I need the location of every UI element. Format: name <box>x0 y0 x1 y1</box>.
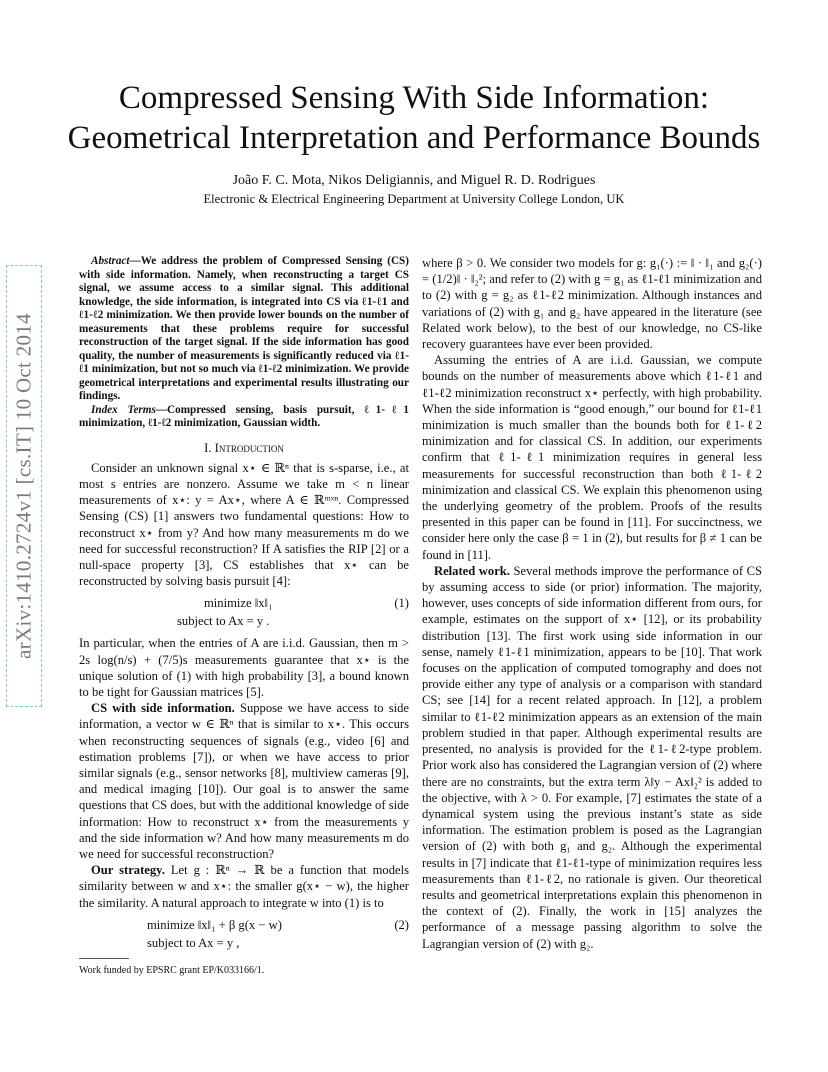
left-column <box>79 255 409 957</box>
arxiv-stamp-text: arXiv:1410.2724v1 [cs.IT] 10 Oct 2014 <box>11 313 36 659</box>
title-line-2: Geometrical Interpretation and Performance Bounds <box>67 120 761 156</box>
title-line-1: Compressed Sensing With Side Information: <box>118 80 710 116</box>
index-terms <box>79 404 409 431</box>
related-work-lead: Related work. <box>434 563 510 578</box>
paper-title <box>0 78 828 158</box>
equation-1-line-2: subject to Ax = y . <box>177 614 270 629</box>
equation-2-line-2: subject to Ax = y , <box>147 935 240 950</box>
right-column <box>422 255 762 952</box>
equation-2 <box>79 915 409 953</box>
right-paragraph-1: where β > 0. We consider two models for g: g₁(·) := ‖ · ‖₁ and g₂(·) = (1/2)‖ · ‖₂²; and refer to (2) with g = g₁ as ℓ1-ℓ1 minimization and to (2) with g = g₂ as ℓ1-ℓ2 minimization. Although instances and variations of (2) with g₁ and g₂ have appeared in the literature (see Related work below), to the best of our knowledge, no CS-like recovery guarantees have ever been provided. <box>422 256 762 352</box>
strategy-lead: Our strategy. <box>91 863 165 878</box>
affiliation: Electronic & Electrical Engineering Department at University College London, UK <box>203 192 625 206</box>
arxiv-stamp <box>6 265 42 707</box>
section-title: I. Introduction <box>204 440 284 455</box>
footnote-rule <box>79 958 129 959</box>
strategy-text: Let g : ℝⁿ → ℝ be a function that models similarity between w and x⋆: the smaller g(x⋆ − w), the higher the similarity. A natural approach to integrate w into (1) is to <box>79 863 409 910</box>
footnote: Work funded by EPSRC grant EP/K033166/1. <box>79 965 265 976</box>
related-work-paragraph <box>422 563 762 952</box>
cs-side-info-text: Suppose we have access to side information, a vector w ∈ ℝⁿ that is similar to x⋆. This occurs when reconstructing sequences of signals (e.g., video [6] and estimation problems [7]), or when we have access to prior similar signals (e.g., sensor networks [8], multiview cameras [9], and medical imaging [10]). Our goal is to answer the same questions that CS does, but with the additional knowledge of side information: How to reconstruct x⋆ from the measurements y and the side information w? And how many measurements m do we need for successful reconstruction? <box>79 701 410 861</box>
equation-1-line-1: minimize ‖x‖₁ <box>204 596 273 611</box>
intro-paragraph-1: Consider an unknown signal x⋆ ∈ ℝⁿ that is s-sparse, i.e., at most s entries are nonzero. Assume we take m < n linear measurements of x⋆: y = Ax⋆, where A ∈ ℝᵐˣⁿ. Compressed Sensing (CS) [1] answers two fundamental questions: How to reconstruct x⋆ from y? And how many measurements m do we need for successful reconstruction? If A satisfies the RIP [2] or a null-space property [3], CS establishes that x⋆ can be reconstructed by solving basis pursuit [4]: <box>79 460 409 589</box>
abstract-lead: Abstract <box>91 255 130 267</box>
abstract-text: —We address the problem of Compressed Sensing (CS) with side information. Namely, when reconstructing a target CS signal, we assume access to a similar signal. This additional knowledge, the side information, is integrated into CS via ℓ1-ℓ1 and ℓ1-ℓ2 minimization. We then provide lower bounds on the number of measurements that these problems require for successful reconstruction of the target signal. If the side information has good quality, the number of measurements is significantly reduced via ℓ1-ℓ1 minimization, but not so much via ℓ1-ℓ2 minimization. We provide geometrical interpretations and experimental results illustrating our findings. <box>79 255 409 402</box>
strategy-paragraph <box>79 862 409 911</box>
index-terms-lead: Index Terms <box>91 403 156 416</box>
equation-2-number: (2) <box>394 917 409 932</box>
intro-paragraph-2: In particular, when the entries of A are i.i.d. Gaussian, then m > 2s log(n/s) + (7/5)s measurements guarantee that x⋆ is the unique solution of (1) with high probability [3], a bound known to be tight for Gaussian matrices [5]. <box>79 636 409 699</box>
equation-2-line-1: minimize ‖x‖₁ + β g(x − w) <box>147 917 282 932</box>
equation-1-number: (1) <box>394 596 409 611</box>
index-terms-text: —Compressed sensing, basis pursuit, ℓ1-ℓ1 minimization, ℓ1-ℓ2 minimization, Gaussian width. <box>79 403 409 429</box>
equation-1 <box>79 593 409 631</box>
related-work-text: Several methods improve the performance of CS by assuming access to side (or prior) information. The majority, however, uses concepts of side information different from ours, for example, estimates on the support of x⋆ [12], or its probability distribution [13]. The first work using side information in our sense, namely ℓ1-ℓ1 minimization, appears to be [10]. That work focuses on the application of computed tomography and does not provide either any type of analysis or a comparison with standard CS; see [14] for a recent related approach. In [12], a problem similar to ℓ1-ℓ2 minimization appears as an extension of the main problem studied in that paper. Although experimental results are presented, no analysis is provided for the ℓ1-ℓ2-type problem. Prior work also has considered the Lagrangian version of (2) where there are no constraints, but the extra term λ‖y − Ax‖₂² is added to the objective, with λ > 0. For example, [7] estimates the state of a dynamical system using the previous instant’s state as side information. The estimation problem is posed as the Lagrangian version of (2) with both g₁ and g₂. Although the experimental results in [7] indicate that ℓ1-ℓ1-type of minimization requires less measurements than ℓ1-ℓ2, no rationale is given. Our theoretical results and geometrical interpretations explain this phenomenon in the context of (2). Finally, the work in [15] analyzes the performance of a message passing algorithm to solve the Lagrangian version of (2) with g₂. <box>422 563 762 951</box>
abstract <box>79 255 409 404</box>
cs-side-info-lead: CS with side information. <box>91 701 235 716</box>
right-paragraph-2: Assuming the entries of A are i.i.d. Gaussian, we compute bounds on the number of measurements above which ℓ1-ℓ1 and ℓ1-ℓ2 minimization reconstruct x⋆ perfectly, with high probability. When the side information is “good enough,” our bound for ℓ1-ℓ1 minimization is much smaller than the bounds both for ℓ1-ℓ2 minimization and for classical CS. In addition, our experiments confirm that ℓ1-ℓ1 minimization requires in general less measurements for successful reconstruction than both ℓ1-ℓ2 minimization and classical CS. We explain this phenomenon using the underlying geometry of the problem. Proofs of the results presented in this paper can be found in [11]. For succinctness, we consider here only the case β = 1 in (2), but results for β ≠ 1 can be found in [11]. <box>422 353 762 562</box>
cs-side-info-paragraph <box>79 700 409 862</box>
authors: João F. C. Mota, Nikos Deligiannis, and Miguel R. D. Rodrigues <box>232 173 596 188</box>
